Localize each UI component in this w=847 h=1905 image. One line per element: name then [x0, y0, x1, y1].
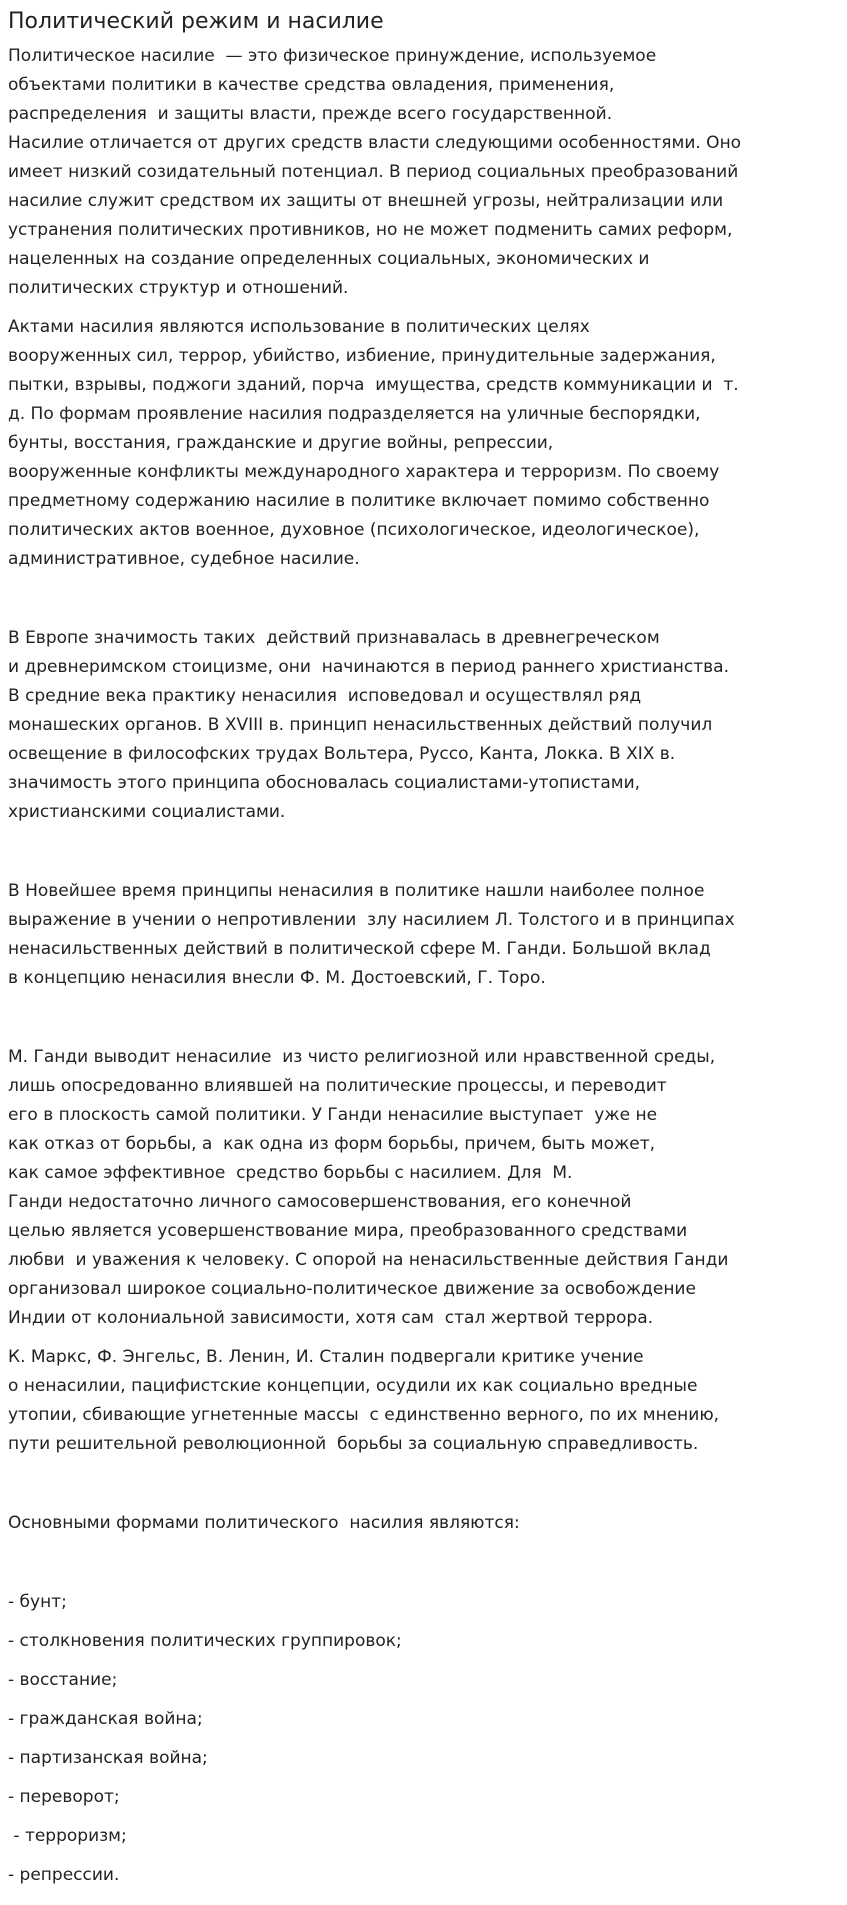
text-line: имеет низкий созидательный потенциал. В период социальных преобразований [8, 162, 739, 182]
text-line: утопии, сбивающие угнетенные массы с единственно верного, по их мнению, [8, 1405, 720, 1425]
text-line: о ненасилии, пацифистские концепции, осудили их как социально вредные [8, 1376, 698, 1396]
paragraph-acts [8, 313, 839, 574]
text-line: Ганди недостаточно личного самосовершенствования, его конечной [8, 1192, 632, 1212]
text-line: административное, судебное насилие. [8, 549, 360, 569]
page-title: Политический режим и насилие [8, 9, 384, 34]
list-item: - репрессии. [8, 1865, 120, 1885]
text-line: В средние века практику ненасилия исповедовал и осуществлял ряд [8, 686, 642, 706]
text-line: значимость этого принципа обосновалась социалистами-утопистами, [8, 773, 641, 793]
paragraph-marx [8, 1343, 839, 1459]
text-line: К. Маркс, Ф. Энгельс, В. Ленин, И. Сталин подвергали критике учение [8, 1347, 644, 1367]
list-item: - партизанская война; [8, 1748, 208, 1768]
text-line: его в плоскость самой политики. У Ганди ненасилие выступает уже не [8, 1105, 658, 1125]
paragraph-forms-intro [8, 1509, 839, 1538]
text-line: объектами политики в качестве средства овладения, применения, [8, 75, 615, 95]
text-line: освещение в философских трудах Вольтера, Руссо, Канта, Локка. В XIX в. [8, 744, 676, 764]
text-line: пытки, взрывы, поджоги зданий, порча имущества, средств коммуникации и т. [8, 375, 739, 395]
text-line: насилие служит средством их защиты от внешней угрозы, нейтрализации или [8, 191, 724, 211]
text-line: В Европе значимость таких действий признавалась в древнегреческом [8, 628, 660, 648]
text-line: нацеленных на создание определенных социальных, экономических и [8, 249, 650, 269]
text-line: и древнеримском стоицизме, они начинаются в период раннего христианства. [8, 657, 729, 677]
text-line: организовал широкое социально-политическое движение за освобождение [8, 1279, 696, 1299]
text-line: выражение в учении о непротивлении злу насилием Л. Толстого и в принципах [8, 910, 735, 930]
text-line: вооруженные конфликты международного характера и терроризм. По своему [8, 462, 720, 482]
text-line: пути решительной революционной борьбы за социальную справедливость. [8, 1434, 699, 1454]
paragraph-definition [8, 42, 839, 303]
text-line: ненасильственных действий в политической сфере М. Ганди. Большой вклад [8, 939, 711, 959]
text-line: предметному содержанию насилие в политике включает помимо собственно [8, 491, 710, 511]
text-line: М. Ганди выводит ненасилие из чисто религиозной или нравственной среды, [8, 1047, 716, 1067]
text-line: д. По формам проявление насилия подразделяется на уличные беспорядки, [8, 404, 701, 424]
paragraph-modern [8, 877, 839, 993]
text-line: политических актов военное, духовное (психологическое, идеологическое), [8, 520, 700, 540]
text-line: монашеских органов. В XVIII в. принцип ненасильственных действий получил [8, 715, 713, 735]
text-line: христианскими социалистами. [8, 802, 286, 822]
list-item: - гражданская война; [8, 1709, 203, 1729]
text-line: Актами насилия являются использование в политических целях [8, 317, 590, 337]
text-line: лишь опосредованно влиявшей на политические процессы, и переводит [8, 1076, 667, 1096]
text-line: Насилие отличается от других средств власти следующими особенностями. Оно [8, 133, 742, 153]
text-line: любви и уважения к человеку. С опорой на ненасильственные действия Ганди [8, 1250, 729, 1270]
text-line: политических структур и отношений. [8, 278, 349, 298]
text-line: Индии от колониальной зависимости, хотя сам стал жертвой террора. [8, 1308, 654, 1328]
text-line: как отказ от борьбы, а как одна из форм борьбы, причем, быть может, [8, 1134, 656, 1154]
forms-list [8, 1588, 839, 1890]
list-item: - бунт; [8, 1592, 67, 1612]
text-line: Политическое насилие — это физическое принуждение, используемое [8, 46, 657, 66]
paragraph-gandhi [8, 1043, 839, 1333]
paragraph-europe [8, 624, 839, 827]
list-item: - терроризм; [8, 1826, 127, 1846]
text-line: в концепцию ненасилия внесли Ф. М. Достоевский, Г. Торо. [8, 968, 546, 988]
text-line: распределения и защиты власти, прежде всего государственной. [8, 104, 613, 124]
list-item: - столкновения политических группировок; [8, 1631, 402, 1651]
text-line: вооруженных сил, террор, убийство, избиение, принудительные задержания, [8, 346, 716, 366]
list-item: - восстание; [8, 1670, 118, 1690]
text-line: Основными формами политического насилия являются: [8, 1513, 520, 1533]
text-line: бунты, восстания, гражданские и другие войны, репрессии, [8, 433, 554, 453]
text-line: устранения политических противников, но не может подменить самих реформ, [8, 220, 733, 240]
list-item: - переворот; [8, 1787, 120, 1807]
text-line: В Новейшее время принципы ненасилия в политике нашли наиболее полное [8, 881, 705, 901]
text-line: целью является усовершенствование мира, преобразованного средствами [8, 1221, 688, 1241]
text-line: как самое эффективное средство борьбы с насилием. Для М. [8, 1163, 573, 1183]
